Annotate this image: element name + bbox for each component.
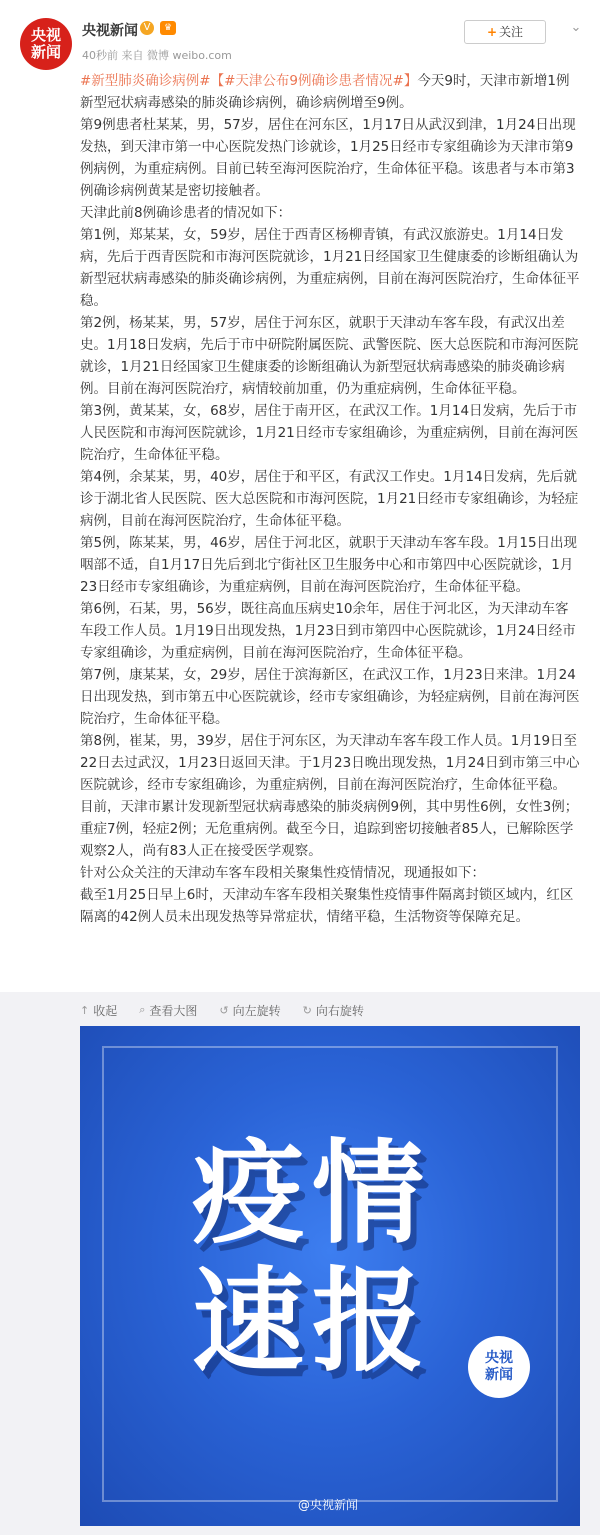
post-paragraph: 第8例，崔某，男，39岁，居住于河东区，为天津动车客车段工作人员。1月19日至22日去过武汉，1月23日返回天津。于1月23日晚出现发热，1月24日到市第三中心医院就诊，经市专家组确诊，为重症病例，目前在海河医院治疗，生命体征平稳。 <box>80 733 580 793</box>
hashtag-link[interactable]: 【#天津公布9例确诊患者情况#】 <box>210 73 418 89</box>
post-meta: 40秒前 来自 微博 weibo.com <box>82 49 232 62</box>
avatar-text-bottom: 新闻 <box>30 43 61 61</box>
post-text: 今天9时，天津市新增1例新型冠状病毒感染的肺炎确诊病例，确诊病例增至9例。 <box>80 73 570 111</box>
watermark: @央视新闻 <box>298 1498 359 1512</box>
post-paragraph: 第5例，陈某某，男，46岁，居住于河北区，就职于天津动车客车段。1月15日出现咽部不适，自1月17日先后到北宁街社区卫生服务中心和市第四中心医院就诊，1月23日经市专家组确诊，为重症病例，目前在海河医院治疗，生命体征平稳。 <box>80 535 578 595</box>
post-content <box>80 70 580 928</box>
rotate-left-button[interactable] <box>219 1000 280 1020</box>
image-toolbar <box>80 1000 386 1020</box>
post-paragraph: 第1例，郑某某，女，59岁，居住于西青区杨柳青镇，有武汉旅游史。1月14日发病，先后于西青医院和市海河医院就诊，1月21日经国家卫生健康委的诊断组确认为新型冠状病毒感染的肺炎确诊病例，为重症病例，目前在海河医院治疗，生命体征平稳。 <box>80 227 580 309</box>
post-paragraph <box>80 70 580 114</box>
post-paragraph: 第3例，黄某某，女，68岁，居住于南开区，在武汉工作。1月14日发病，先后于市人民医院和市海河医院就诊，1月21日经市专家组确诊，为重症病例，目前在海河医院治疗，生命体征平稳。 <box>80 403 579 463</box>
post-image[interactable] <box>80 1026 580 1526</box>
verified-icon: V <box>140 21 154 35</box>
poster-headline-bottom: 速报 <box>192 1257 432 1387</box>
rotate-right-icon: ↻ <box>302 1003 312 1017</box>
rotate-left-label: 向左旋转 <box>232 1003 281 1018</box>
post-header <box>0 0 600 70</box>
poster-headline-top: 疫情 <box>192 1129 432 1259</box>
post-paragraph: 第9例患者杜某某，男，57岁，居住在河东区，1月17日从武汉到津，1月24日出现发热，到天津市第一中心医院发热门诊就诊，1月25日经市专家组确诊为天津市第9例病例，为重症病例。目前已转至海河医院治疗，生命体征平稳。该患者与本市第3例确诊病例黄某是密切接触者。 <box>80 117 576 199</box>
magnifier-icon: ⌕ <box>139 1003 146 1016</box>
media-panel <box>0 992 600 1535</box>
view-large-button[interactable] <box>139 1000 197 1020</box>
hashtag-link[interactable]: #新型肺炎确诊病例# <box>80 73 211 89</box>
rotate-right-label: 向右旋转 <box>315 1003 364 1018</box>
collapse-label: 收起 <box>93 1003 118 1018</box>
collapse-button[interactable] <box>80 1000 117 1020</box>
chevron-down-icon[interactable]: ⌄ <box>570 20 582 35</box>
post-paragraph: 针对公众关注的天津动车客车段相关聚集性疫情情况，现通报如下： <box>80 865 485 881</box>
post-paragraph: 第2例，杨某某，男，57岁，居住于河东区，就职于天津动车客车段，有武汉出差史。1月18日发病，先后于市中研院附属医院、武警医院、医大总医院和市海河医院就诊，1月21日经国家卫生健康委的诊断组确认为新型冠状病毒感染的肺炎确诊病例。目前在海河医院治疗，病情较前加重，仍为重症病例，生命体征平稳。 <box>80 315 579 397</box>
avatar[interactable] <box>20 18 72 70</box>
cctv-news-logo <box>468 1336 530 1398</box>
avatar-text-top: 央视 <box>30 26 61 44</box>
view-large-label: 查看大图 <box>149 1003 198 1018</box>
vip-badge-icon: ♛ <box>160 21 176 35</box>
rotate-left-icon: ↺ <box>219 1003 229 1017</box>
post-paragraph: 第6例，石某，男，56岁，既往高血压病史10余年，居住于河北区，为天津动车客车段工作人员。1月19日出现发热，1月23日到市第四中心医院就诊，1月24日经市专家组确诊，为重症病例，目前在海河医院治疗，生命体征平稳。 <box>80 601 576 661</box>
logo-text-top: 央视 <box>485 1350 513 1366</box>
follow-label: 关注 <box>499 25 524 39</box>
username[interactable]: 央视新闻 <box>82 23 138 39</box>
post-paragraph: 第7例，康某某，女，29岁，居住于滨海新区，在武汉工作，1月23日来津。1月24日出现发热，到市第五中心医院就诊，经市专家组确诊，为轻症病例，目前在海河医院治疗，生命体征平稳。 <box>80 667 580 727</box>
post-paragraph: 第4例，余某某，男，40岁，居住于和平区，有武汉工作史。1月14日发病，先后就诊于湖北省人民医院、医大总医院和市海河医院，1月21日经市专家组确诊，为轻症病例，目前在海河医院治疗，生命体征平稳。 <box>80 469 579 529</box>
plus-icon: + <box>486 25 498 39</box>
post-paragraph: 截至1月25日早上6时，天津动车客车段相关聚集性疫情事件隔离封锁区域内，红区隔离的42例人员未出现发热等异常症状，情绪平稳，生活物资等保障充足。 <box>80 887 574 925</box>
collapse-icon: ↑ <box>80 1003 90 1017</box>
follow-button[interactable] <box>464 20 546 44</box>
logo-text-bottom: 新闻 <box>485 1367 513 1383</box>
post-paragraph: 目前，天津市累计发现新型冠状病毒感染的肺炎病例9例，其中男性6例，女性3例；重症7例，轻症2例；无危重病例。截至今日，追踪到密切接触者85人，已解除医学观察2人，尚有83人正在接受医学观察。 <box>80 799 579 859</box>
post-paragraph: 天津此前8例确诊患者的情况如下： <box>80 205 292 221</box>
rotate-right-button[interactable] <box>303 1000 364 1020</box>
